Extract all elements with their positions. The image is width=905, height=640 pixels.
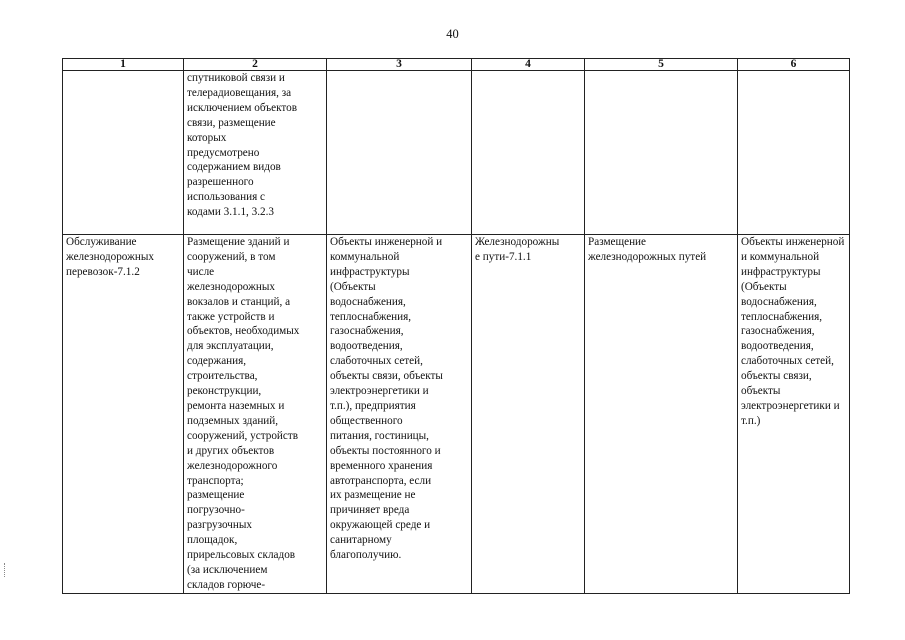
header-cell-1: 1 <box>63 59 184 71</box>
table-cell: Обслуживание железнодорожных перевозок-7.1.2 <box>63 235 184 594</box>
table-cell <box>327 71 472 235</box>
page-number: 40 <box>446 27 459 41</box>
table-cell: Размещение железнодорожных путей <box>585 235 738 594</box>
header-cell-3: 3 <box>327 59 472 71</box>
header-cell-6: 6 <box>738 59 850 71</box>
table-cell: Железнодорожны е пути-7.1.1 <box>472 235 585 594</box>
table-cell: Объекты инженерной и коммунальной инфраструктуры (Объекты водоснабжения, теплоснабжения, газоснабжения, водоотведения, слаботочных сетей, объекты связи, объекты электроэнергетики и т.п.), предприятия общественного питания, гостиницы, объекты постоянного и временного хранения автотранспорта, если их размещение не причиняет вреда окружающей среде и санитарному благополучию. <box>327 235 472 594</box>
table-cell: Объекты инженерной и коммунальной инфраструктуры (Объекты водоснабжения, теплоснабжения, газоснабжения, водоотведения, слаботочных сетей, объекты связи, объекты электроэнергетики и т.п.) <box>738 235 850 594</box>
table-cell: Размещение зданий и сооружений, в том числе железнодорожных вокзалов и станций, а также устройств и объектов, необходимых для эксплуатации, содержания, строительства, реконструкции, ремонта наземных и подземных зданий, сооружений, устройств и других объектов железнодорожного транспорта; размещение погрузочно- разгрузочных площадок, прирельсовых складов (за исключением складов горюче- <box>184 235 327 594</box>
header-cell-2: 2 <box>184 59 327 71</box>
table-row <box>63 235 850 594</box>
header-cell-4: 4 <box>472 59 585 71</box>
scan-artifact <box>4 563 8 577</box>
table-row <box>63 71 850 235</box>
table-cell <box>472 71 585 235</box>
table-cell <box>738 71 850 235</box>
table-cell <box>63 71 184 235</box>
table-cell: спутниковой связи и телерадиовещания, за исключением объектов связи, размещение которых предусмотрено содержанием видов разрешенного использования с кодами 3.1.1, 3.2.3 <box>184 71 327 235</box>
header-row <box>63 59 850 71</box>
land-use-table <box>62 58 850 594</box>
table-cell <box>585 71 738 235</box>
header-cell-5: 5 <box>585 59 738 71</box>
